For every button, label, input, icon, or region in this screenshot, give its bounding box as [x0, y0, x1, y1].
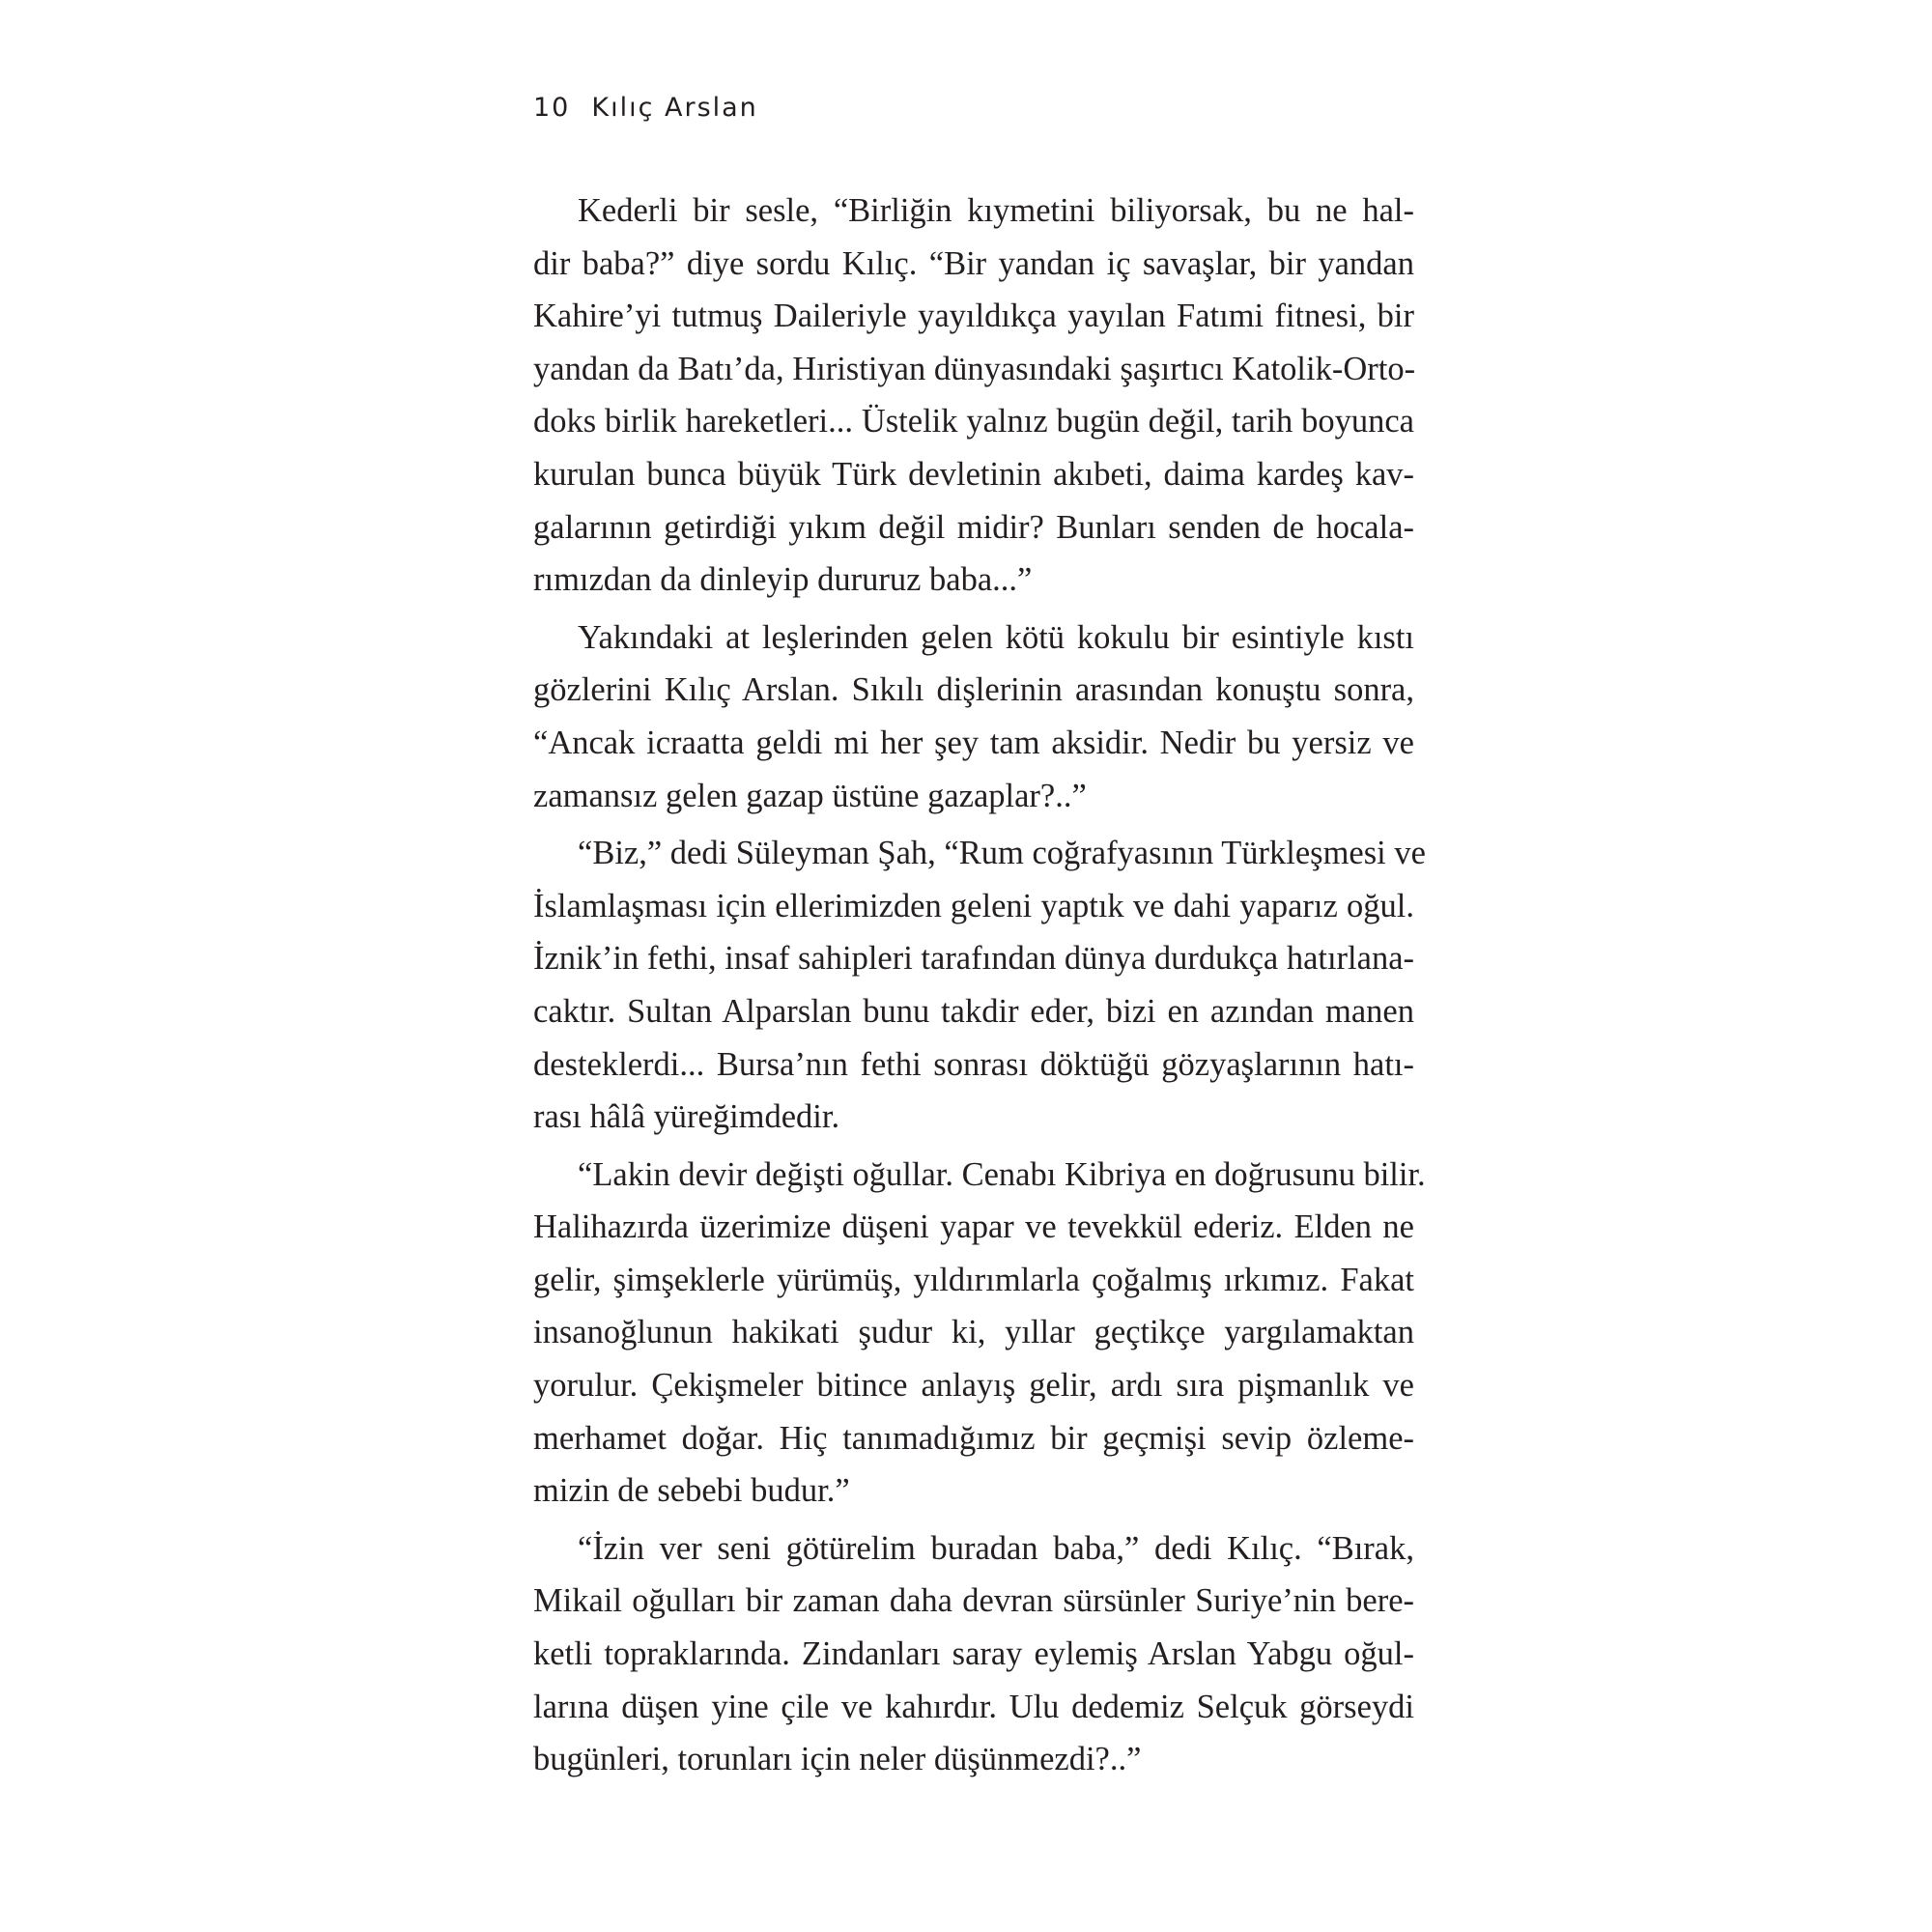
- text-line: caktır. Sultan Alparslan bunu takdir eder, bizi en azından manen: [533, 992, 1414, 1030]
- text-line: doks birlik hareketleri... Üstelik yalnız bugün değil, tarih boyunca: [533, 403, 1414, 440]
- paragraph: [533, 1522, 1414, 1786]
- paragraph: [533, 827, 1426, 1144]
- paragraph: [533, 611, 1414, 822]
- text-line: yorulur. Çekişmeler bitince anlayış gelir, ardı sıra pişmanlık ve: [533, 1367, 1414, 1405]
- text-line: “Biz,” dedi Süleyman Şah, “Rum coğrafyasının Türkleşmesi ve: [578, 835, 1426, 872]
- text-line: dir baba?” diye sordu Kılıç. “Bir yandan iç savaşlar, bir yandan: [533, 244, 1414, 282]
- text-line: gelir, şimşeklerle yürümüş, yıldırımlarla çoğalmış ırkımız. Fakat: [533, 1261, 1414, 1298]
- text-line: yandan da Batı’da, Hıristiyan dünyasındaki şaşırtıcı Katolik-Orto-: [533, 350, 1416, 387]
- running-title: Kılıç Arslan: [591, 93, 758, 123]
- text-line: Yakındaki at leşlerinden gelen kötü kokulu bir esintiyle kıstı: [578, 618, 1414, 656]
- text-line: “Lakin devir değişti oğullar. Cenabı Kibriya en doğrusunu bilir.: [578, 1155, 1426, 1193]
- text-line: “İzin ver seni götürelim buradan baba,” dedi Kılıç. “Bırak,: [578, 1529, 1414, 1567]
- text-line: “Ancak icraatta geldi mi her şey tam aksidir. Nedir bu yersiz ve: [533, 724, 1414, 761]
- text-line: Mikail oğulları bir zaman daha devran sürsünler Suriye’nin bere-: [533, 1582, 1414, 1620]
- text-line: larına düşen yine çile ve kahırdır. Ulu dedemiz Selçuk görseydi: [533, 1688, 1414, 1725]
- text-line: kurulan bunca büyük Türk devletinin akıbeti, daima kardeş kav-: [533, 455, 1414, 493]
- text-line: galarının getirdiği yıkım değil midir? Bunları senden de hocala-: [533, 508, 1414, 546]
- paragraph: [533, 185, 1414, 607]
- text-line: desteklerdi... Bursa’nın fethi sonrası döktüğü gözyaşlarının hatı-: [533, 1045, 1414, 1083]
- text-line: Kahire’yi tutmuş Daileriyle yayıldıkça yayılan Fatımi fitnesi, bir: [533, 298, 1414, 335]
- text-line: merhamet doğar. Hiç tanımadığımız bir geçmişi sevip özleme-: [533, 1419, 1414, 1457]
- text-line: rası hâlâ yüreğimdedir.: [533, 1098, 840, 1136]
- text-line: insanoğlunun hakikati şudur ki, yıllar geçtikçe yargılamaktan: [533, 1314, 1414, 1351]
- text-line: gözlerini Kılıç Arslan. Sıkılı dişlerinin arasından konuştu sonra,: [533, 671, 1414, 709]
- running-header: [533, 93, 758, 123]
- text-line: Halihazırda üzerimize düşeni yapar ve tevekkül ederiz. Elden ne: [533, 1208, 1414, 1246]
- text-line: bugünleri, torunları için neler düşünmezdi?..”: [533, 1741, 1142, 1778]
- text-line: zamansız gelen gazap üstüne gazaplar?..”: [533, 777, 1087, 814]
- text-line: Kederli bir sesle, “Birliğin kıymetini biliyorsak, bu ne hal-: [578, 192, 1414, 229]
- text-line: rımızdan da dinleyip dururuz baba...”: [533, 561, 1033, 599]
- text-line: mizin de sebebi budur.”: [533, 1472, 850, 1510]
- text-line: ketli topraklarında. Zindanları saray eylemiş Arslan Yabgu oğul-: [533, 1635, 1414, 1673]
- body-text: [533, 185, 1426, 1791]
- page-number: 10: [533, 93, 571, 123]
- text-line: İslamlaşması için ellerimizden geleni yaptık ve dahi yaparız oğul.: [533, 887, 1414, 924]
- text-line: İznik’in fethi, insaf sahipleri tarafından dünya durdukça hatırlana-: [533, 940, 1414, 978]
- paragraph: [533, 1149, 1426, 1518]
